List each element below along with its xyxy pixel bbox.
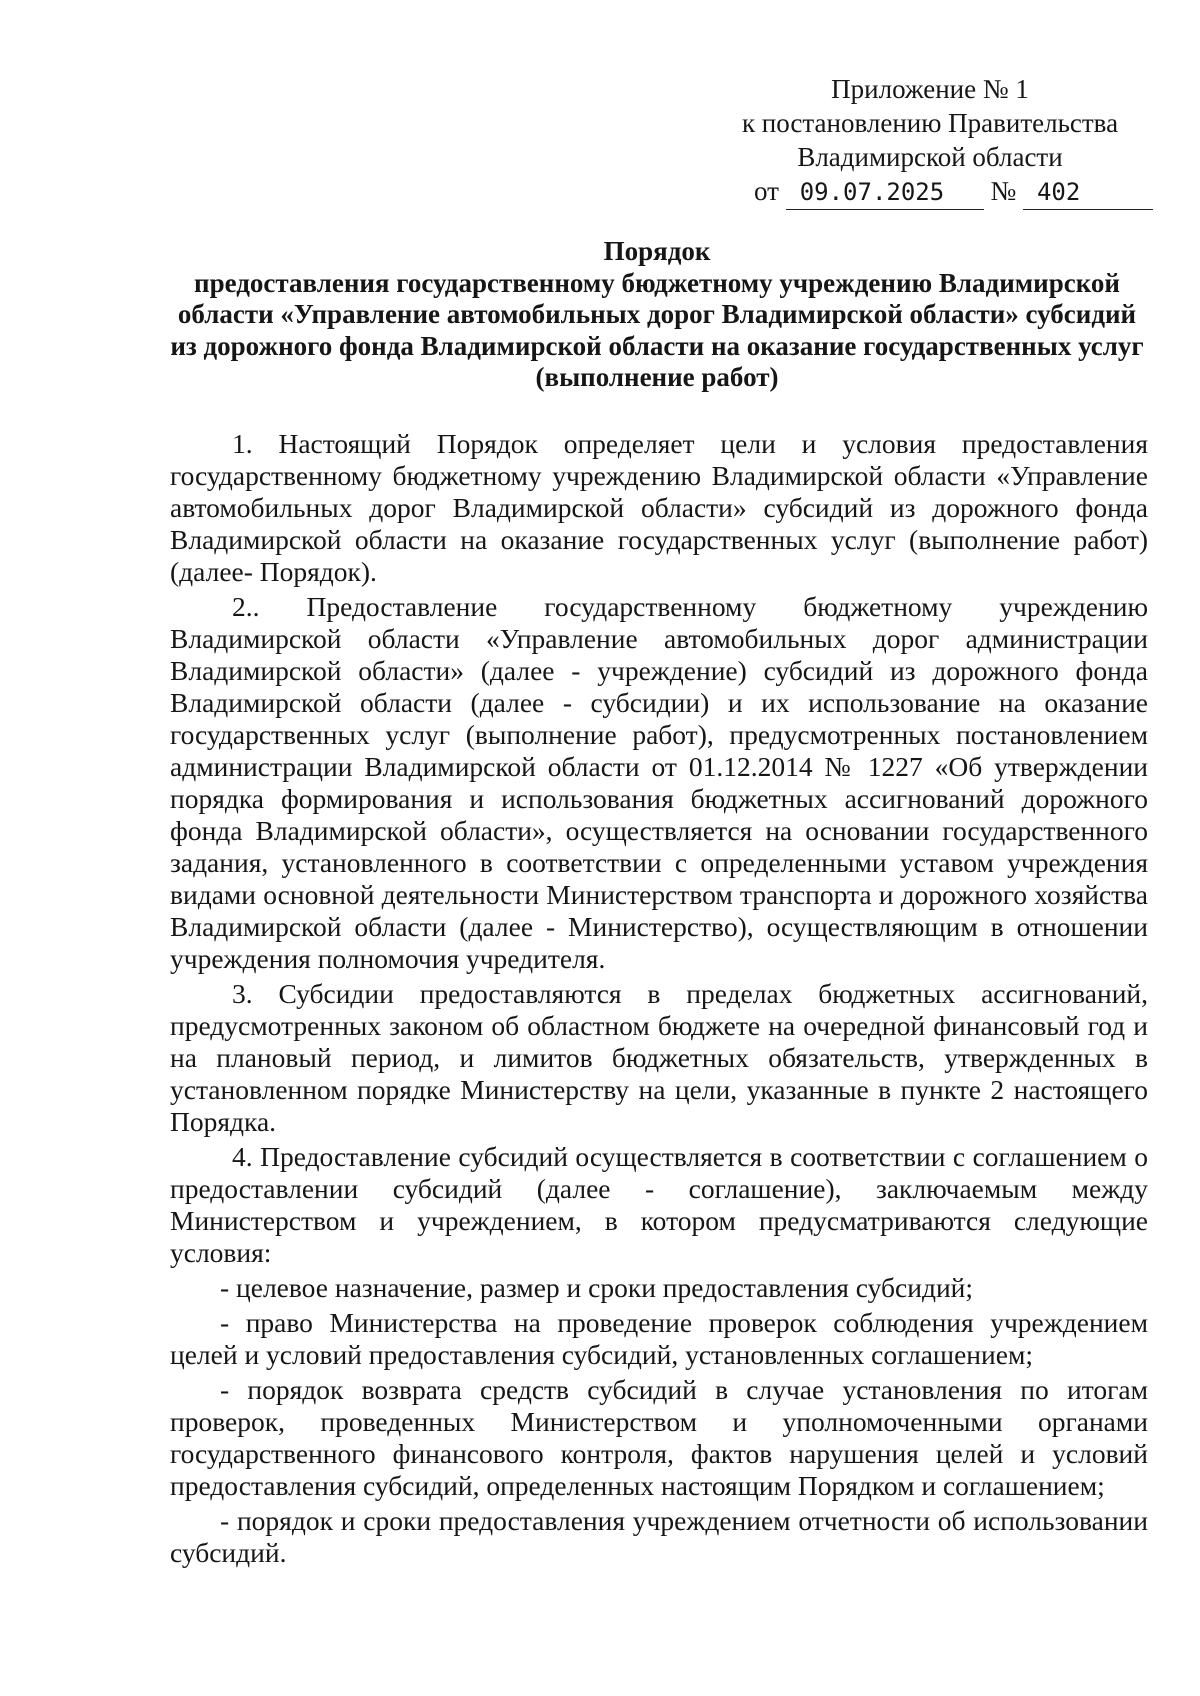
from-label: от xyxy=(754,176,779,206)
appendix-header xyxy=(730,72,1130,210)
paragraph-4: 4. Предоставление субсидий осуществляется в соответствии с соглашением о предоставлении субсидий (далее - соглашение), заключаемым между Министерством и учреждением, в котором предусматриваются следующие условия: xyxy=(170,1141,1148,1268)
number-label: № xyxy=(990,176,1017,206)
list-item: - право Министерства на проведение проверок соблюдения учреждением целей и условий предоставления субсидий, установленных соглашением; xyxy=(170,1307,1148,1370)
paragraph-3: 3. Субсидии предоставляются в пределах бюджетных ассигнований, предусмотренных законом об областном бюджете на очередной финансовый год и на плановый период, и лимитов бюджетных обязательств, утвержденных в установленном порядке Министерству на цели, указанные в пункте 2 настоящего Порядка. xyxy=(170,978,1148,1137)
document-body xyxy=(170,428,1148,1569)
resolution-date: 09.07.2025 xyxy=(786,175,984,210)
paragraph-1: 1. Настоящий Порядок определяет цели и условия предоставления государственному бюджетному учреждению Владимирской области «Управление автомобильных дорог Владимирской области» субсидий из дорожного фонда Владимирской области на оказание государственных услуг (выполнение работ) (далее- Порядок). xyxy=(170,428,1148,587)
paragraph-2: 2.. Предоставление государственному бюджетному учреждению Владимирской области «Управление автомобильных дорог администрации Владимирской области» (далее - учреждение) субсидий из дорожного фонда Владимирской области (далее - субсидии) и их использование на оказание государственных услуг (выполнение работ), предусмотренных постановлением администрации Владимирской области от 01.12.2014 № 1227 «Об утверждении порядка формирования и использования бюджетных ассигнований дорожного фонда Владимирской области», осуществляется на основании государственного задания, установленного в соответствии с определенными уставом учреждения видами основной деятельности Министерством транспорта и дорожного хозяйства Владимирской области (далее - Министерство), осуществляющим в отношении учреждения полномочия учредителя. xyxy=(170,591,1148,974)
appendix-number: Приложение № 1 xyxy=(831,74,1029,104)
list-item: - целевое назначение, размер и сроки предоставления субсидий; xyxy=(220,1272,974,1303)
resolution-number: 402 xyxy=(1023,175,1153,210)
list-item: - порядок и сроки предоставления учреждением отчетности об использовании субсидий. xyxy=(170,1505,1148,1568)
appendix-region: Владимирской области xyxy=(797,142,1063,172)
appendix-resolution-ref: к постановлению Правительства xyxy=(741,108,1119,138)
list-item: - порядок возврата средств субсидий в случае установления по итогам проверок, проведенных Министерством и уполномоченными органами государственного финансового контроля, фактов нарушения целей и условий предоставления субсидий, определенных настоящим Порядком и соглашением; xyxy=(170,1374,1148,1501)
title-subtitle: предоставления государственному бюджетному учреждению Владимирской области «Управление автомобильных дорог Владимирской области» субсидий из дорожного фонда Владимирской области на оказание государственных услуг (выполнение работ) xyxy=(170,267,1144,392)
document-title xyxy=(168,236,1146,394)
appendix-date-line xyxy=(730,174,1130,210)
title-heading: Порядок xyxy=(603,236,711,266)
